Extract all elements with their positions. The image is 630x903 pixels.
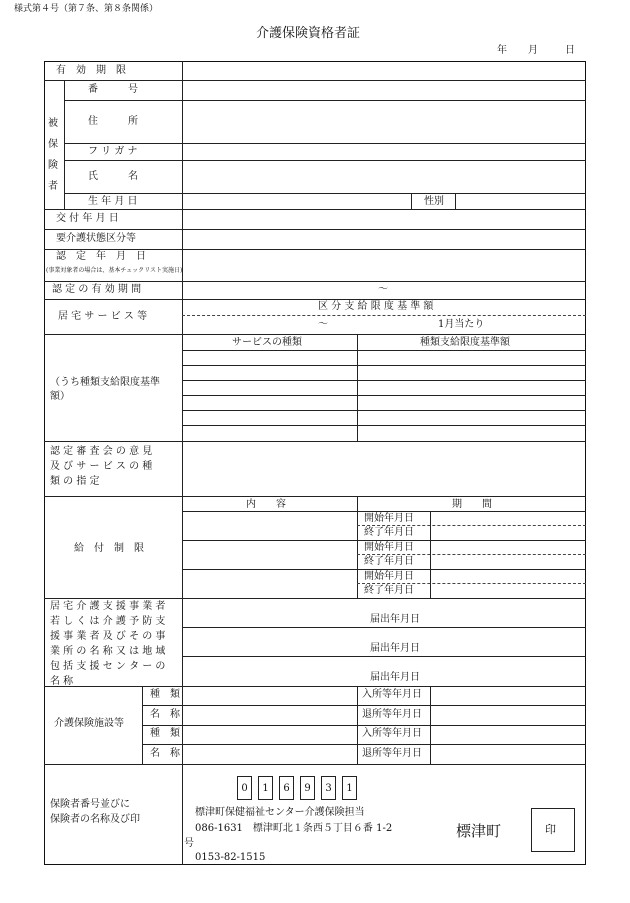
page-title: 介護保険資格者証 (256, 26, 361, 41)
cert-validity-tilde: 〜 (378, 284, 388, 295)
form-number: 様式第４号（第７条、第８条関係） (14, 4, 159, 14)
label-service-type: サービスの種類 (232, 337, 302, 348)
label-start-date-2: 開始年月日 (364, 542, 414, 553)
label-benefit-limit: 給 付 制 限 (74, 543, 144, 554)
label-admission-date-1: 入所等年月日 (362, 689, 422, 700)
label-opinion-2: 及 び サ ー ビ ス の 種 (50, 461, 153, 472)
label-fname-1: 名 称 (150, 709, 180, 720)
label-discharge-date-2: 退所等年月日 (362, 748, 422, 759)
label-support-1: 居 宅 介 護 支 援 事 業 者 (50, 601, 166, 612)
date-year: 年 (497, 45, 507, 56)
label-birthdate: 生 年 月 日 (88, 196, 138, 207)
label-validity: 有 効 期 限 (56, 65, 126, 76)
insurer-digit-5: 3 (321, 776, 336, 800)
insurer-digit-6: 1 (342, 776, 357, 800)
label-cert-date: 認 定 年 月 日 (56, 251, 146, 262)
home-service-tilde: 〜 (318, 319, 328, 330)
label-discharge-date-1: 退所等年月日 (362, 709, 422, 720)
label-furigana: フ リ ガ ナ (88, 146, 138, 157)
label-support-4: 業 所 の 名 称 又 は 地 域 (50, 646, 166, 657)
seal-text: 印 (545, 823, 556, 836)
date-month: 月 (528, 45, 538, 56)
insurer-dept: 標津町保健福祉センター介護保険担当 (195, 807, 365, 818)
label-cert-date-note: (事業対象者の場合は、基本チェックリスト実施日) (46, 267, 183, 274)
insurer-town: 標津町 (456, 822, 502, 840)
label-support-6: 名 称 (50, 676, 74, 687)
label-end-date-1: 終了年月日 (364, 527, 414, 538)
label-name: 氏 名 (88, 171, 138, 182)
label-limit-amount: 区 分 支 給 限 度 基 準 額 (318, 301, 434, 312)
insurer-address: 086-1631 標津町北１条西５丁目６番 1-2 (195, 823, 393, 834)
date-day: 日 (565, 45, 575, 56)
label-care-level: 要介護状態区分等 (56, 233, 136, 244)
label-start-date-3: 開始年月日 (364, 571, 414, 582)
insurer-digit-2: 1 (258, 776, 273, 800)
label-kind-1: 種 類 (150, 689, 180, 700)
insurer-address-cont: 号 (184, 838, 194, 849)
label-address: 住 所 (88, 116, 138, 127)
insurer-digit-3: 6 (279, 776, 294, 800)
label-end-date-2: 終了年月日 (364, 556, 414, 567)
label-support-3: 援 事 業 者 及 び そ の 事 (50, 631, 166, 642)
insurer-digit-1: 0 (237, 776, 252, 800)
label-fname-2: 名 称 (150, 748, 180, 759)
label-end-date-3: 終了年月日 (364, 585, 414, 596)
label-issue-date: 交 付 年 月 日 (56, 213, 119, 224)
insurer-phone: 0153-82-1515 (195, 852, 266, 863)
label-opinion-3: 類 の 指 定 (50, 476, 100, 487)
label-type-limit-left-2: 額） (50, 391, 70, 402)
label-filing-date-2: 届出年月日 (370, 643, 420, 654)
label-facility: 介護保険施設等 (54, 718, 124, 729)
label-kind-2: 種 類 (150, 728, 180, 739)
label-insurer-1: 保険者番号並びに (50, 799, 130, 810)
label-admission-date-2: 入所等年月日 (362, 728, 422, 739)
label-per-month: 1月当たり (438, 319, 485, 330)
label-insurer-2: 保険者の名称及び印 (50, 814, 140, 825)
label-support-2: 若 し く は 介 護 予 防 支 (50, 616, 166, 627)
label-filing-date-1: 届出年月日 (370, 614, 420, 625)
label-start-date-1: 開始年月日 (364, 513, 414, 524)
label-type-limit-left-1: （うち種類支給限度基準 (50, 377, 160, 388)
label-sex: 性別 (424, 196, 444, 207)
label-cert-validity: 認 定 の 有 効 期 間 (52, 284, 142, 295)
label-filing-date-3: 届出年月日 (370, 672, 420, 683)
label-support-5: 包 括 支 援 セ ン タ ー の (50, 661, 166, 672)
label-type-limit: 種類支給限度基準額 (420, 337, 510, 348)
label-opinion-1: 認 定 審 査 会 の 意 見 (50, 446, 153, 457)
label-home-service: 居 宅 サ ー ビ ス 等 (58, 311, 148, 322)
label-content: 内 容 (246, 499, 286, 510)
label-number: 番 号 (88, 84, 138, 95)
label-insured: 被保険者 (48, 118, 58, 192)
insurer-digit-4: 9 (300, 776, 315, 800)
label-period: 期 間 (452, 499, 492, 510)
